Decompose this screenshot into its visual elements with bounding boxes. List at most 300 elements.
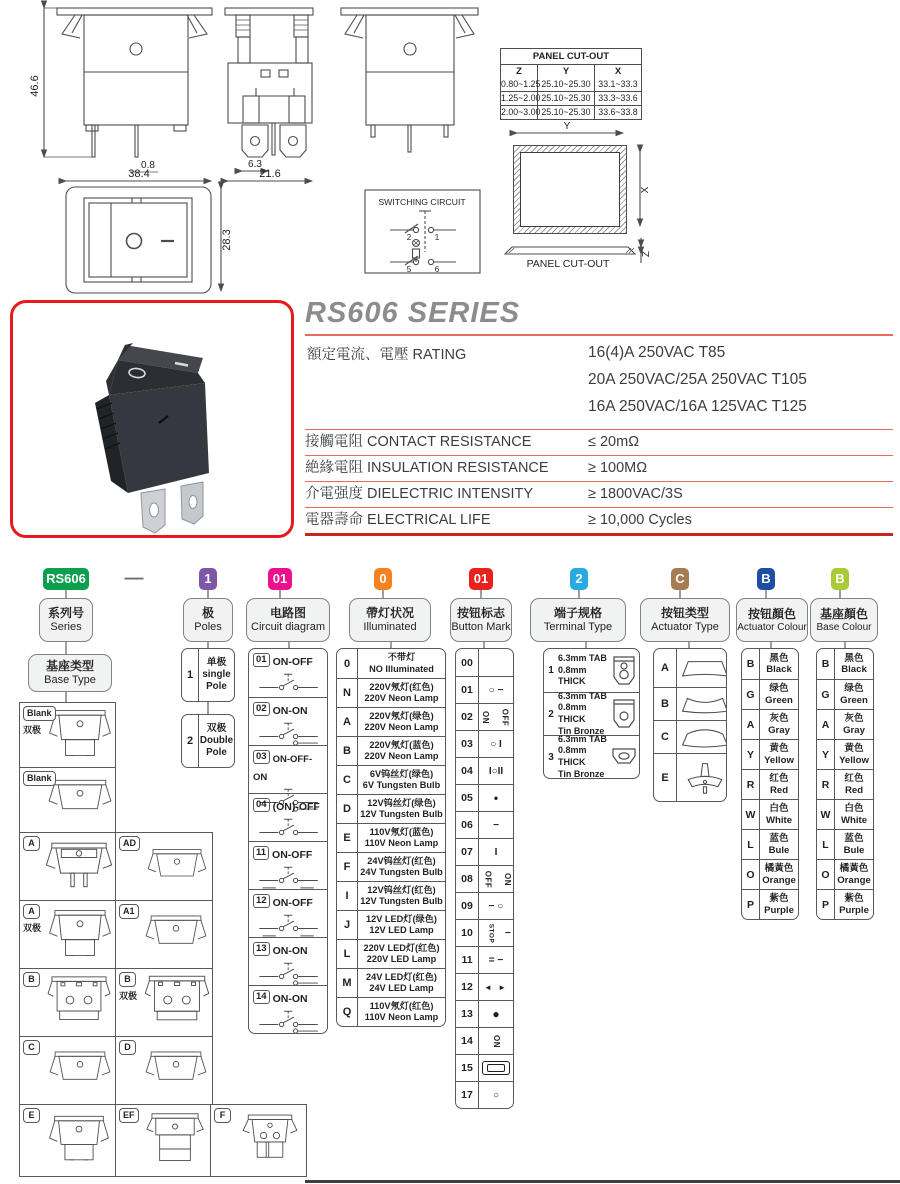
colour-en: Yellow (839, 754, 869, 766)
colour-en: Black (841, 664, 867, 675)
colour-text (760, 800, 798, 829)
circuit-label: ON-OFF (272, 849, 313, 861)
colour-row (742, 889, 798, 919)
colour-cn: 紫色 (769, 893, 789, 904)
dim-depth-label: 21.6 (259, 168, 281, 180)
illuminated-row (337, 968, 445, 997)
terminal-icon (611, 740, 637, 774)
mark-symbol: ○ (492, 1089, 500, 1101)
illuminated-en: 12V Tungsten Bulb (360, 896, 443, 906)
connector-line (65, 692, 67, 702)
colour-cn: 红色 (769, 773, 789, 784)
mark-code: 06 (456, 812, 479, 838)
ratings-row-cn: 接觸電阻 (305, 434, 363, 450)
circuit-terminal-6: 6 (434, 265, 440, 274)
base-type-tag: A (23, 836, 40, 851)
illuminated-cn: 110V氖灯(红色) (369, 1000, 434, 1011)
circuit-code: 12 (253, 894, 270, 908)
illuminated-code: L (337, 940, 358, 968)
header-cn: 基座顏色 (819, 606, 868, 621)
ratings-row (305, 430, 893, 455)
colour-code: P (742, 890, 760, 919)
base-type-tag: A1 (119, 904, 139, 919)
terminal-icon (611, 654, 637, 688)
colour-row (817, 709, 873, 739)
order-badge-act-colour: B (757, 568, 775, 590)
rating-value-1: 16(4)A 250VAC T85 (588, 344, 726, 361)
colour-text (835, 860, 873, 889)
colour-en: Bule (843, 844, 865, 856)
order-badge-illuminated: 0 (374, 568, 392, 590)
colour-text (835, 680, 873, 709)
illuminated-code: Q (337, 998, 358, 1026)
rating-value-3: 16A 250VAC/16A 125VAC T125 (588, 398, 807, 415)
connector-line (382, 590, 384, 598)
colour-code: O (817, 860, 835, 889)
circuit-row (249, 745, 327, 793)
colour-text (760, 740, 798, 769)
base-type-cell (19, 832, 116, 901)
connector-line (207, 590, 209, 598)
base-type-note: 双极 (119, 991, 138, 1001)
mark-code: 13 (456, 1001, 479, 1027)
base-type-drawing (47, 1108, 111, 1172)
illuminated-table (336, 648, 446, 1027)
connector-line (765, 590, 767, 598)
circuit-terminal-5: 5 (406, 265, 412, 274)
mark-code: 14 (456, 1028, 479, 1054)
ratings-row-value: ≥ 1800VAC/3S (588, 486, 683, 502)
colour-text (760, 649, 798, 679)
connector-frame-icon (482, 1061, 510, 1075)
colour-text (835, 770, 873, 799)
colour-row (742, 859, 798, 889)
button-mark-row (456, 973, 513, 1000)
cell-z: 0.80~1.25 (501, 79, 541, 89)
illuminated-en: 12V Tungsten Bulb (360, 809, 443, 819)
colour-code: Y (817, 740, 835, 769)
order-badge-terminal: 2 (570, 568, 588, 590)
poles-en2: Pole (206, 747, 227, 759)
header-cn: 帶灯状况 (365, 605, 414, 620)
base-type-tag: A (23, 904, 40, 919)
product-photo-frame (10, 300, 294, 538)
header-en: Terminal Type (543, 620, 613, 633)
circuit-row (249, 793, 327, 841)
page-title: RS606 SERIES (305, 297, 521, 329)
colour-cn: 绿色 (769, 683, 789, 694)
dim-x-label: X (640, 186, 651, 194)
mark-symbol: ○ − (488, 684, 504, 696)
mark-code: 07 (456, 839, 479, 865)
colour-cn: 黄色 (844, 743, 864, 754)
mark-code: 10 (456, 920, 479, 946)
illuminated-cn: 不带灯 (387, 652, 416, 663)
actuator-icon (677, 724, 727, 750)
ratings-row-cn: 電器壽命 (305, 512, 363, 528)
colour-row (742, 769, 798, 799)
illuminated-row (337, 881, 445, 910)
button-mark-row (456, 703, 513, 730)
illuminated-text (358, 882, 445, 910)
colour-text (760, 890, 798, 919)
colour-en: White (765, 814, 793, 826)
column-header-series (39, 598, 93, 642)
dim-front-height-label: 28.3 (221, 229, 233, 251)
colour-cn: 白色 (769, 803, 789, 814)
colour-en: Yellow (764, 754, 794, 766)
colour-en: Green (840, 694, 868, 706)
colour-text (835, 830, 873, 859)
colour-row (742, 679, 798, 709)
colour-code: B (817, 649, 835, 679)
poles-code: 2 (182, 715, 199, 767)
rating-label-en: RATING (412, 347, 467, 363)
colour-row (817, 829, 873, 859)
column-header-poles (183, 598, 233, 642)
circuit-label: ON-OFF (272, 897, 313, 909)
circuit-terminal-2: 2 (406, 233, 412, 242)
terminal-row (544, 692, 639, 735)
illuminated-row (337, 997, 445, 1026)
order-badge-button: 01 (469, 568, 493, 590)
actuator-code: B (654, 688, 677, 720)
base-type-drawing (144, 970, 210, 1034)
illuminated-row (337, 823, 445, 852)
poles-en1: Double (199, 734, 234, 746)
button-mark-row (456, 865, 513, 892)
mark-code: 01 (456, 677, 479, 703)
colour-code: L (742, 830, 760, 859)
illuminated-code: I (337, 882, 358, 910)
base-type-tag: F (214, 1108, 231, 1123)
colour-text (760, 710, 798, 739)
order-badge-series: RS606 (43, 568, 89, 590)
illuminated-row (337, 794, 445, 823)
circuit-symbol (253, 912, 325, 940)
illuminated-text (358, 795, 445, 823)
col-header-y: Y (538, 65, 595, 78)
button-mark-row (456, 784, 513, 811)
column-header-circuit (246, 598, 330, 642)
poles-cn: 双极 (206, 722, 227, 734)
base-type-drawing (144, 906, 208, 962)
connector-line (65, 590, 67, 598)
terminal-code: 1 (548, 665, 554, 676)
page-bottom-rule (305, 1180, 900, 1183)
mark-symbol: ON (491, 1034, 501, 1048)
mark-symbol: ◄ ► (483, 982, 509, 992)
connector-line (679, 590, 681, 598)
connector-line (65, 642, 67, 654)
illuminated-cn: 6V钨丝灯(绿色) (369, 768, 434, 779)
illuminated-row (337, 939, 445, 968)
colour-code: G (817, 680, 835, 709)
colour-cn: 紫色 (844, 893, 864, 904)
illuminated-row (337, 736, 445, 765)
illuminated-code: C (337, 766, 358, 794)
circuit-label: ON-ON (272, 993, 308, 1005)
header-en: Base Colour (816, 621, 872, 633)
mark-code: 09 (456, 893, 479, 919)
circuit-row (249, 697, 327, 745)
base-type-drawing (47, 770, 113, 828)
cell-z: 1.25~2.00 (501, 93, 541, 103)
base-type-drawing (238, 1107, 302, 1173)
colour-en: Red (769, 784, 789, 796)
circuit-diagram-table (248, 648, 328, 1034)
base-type-tag: EF (119, 1108, 139, 1123)
illuminated-text (358, 911, 445, 939)
base-colour-table (816, 648, 874, 920)
connector-line (839, 590, 841, 598)
colour-row (817, 889, 873, 919)
colour-code: A (817, 710, 835, 739)
ratings-row-en: INSULATION RESISTANCE (367, 460, 549, 476)
illuminated-cn: 12V钨丝灯(红色) (367, 884, 436, 895)
actuator-icon (677, 759, 727, 797)
mark-code: 08 (456, 866, 479, 892)
terminal-text: 6.3mm TAB 0.8mm THICK Tin Bronze (558, 690, 607, 736)
base-type-drawing (47, 705, 113, 765)
colour-text (760, 770, 798, 799)
illuminated-row (337, 910, 445, 939)
ratings-row (305, 507, 893, 533)
colour-cn: 蓝色 (769, 833, 789, 844)
base-type-note: 双极 (23, 725, 42, 735)
base-type-cell (19, 1036, 116, 1105)
base-type-drawing (47, 904, 113, 966)
terminal-row (544, 735, 639, 778)
illuminated-en: 6V Tungsten Bulb (362, 780, 441, 790)
illuminated-row (337, 852, 445, 881)
poles-en1: single (202, 668, 231, 680)
circuit-code: 14 (253, 990, 270, 1004)
base-type-cell (115, 900, 213, 969)
colour-cn: 蓝色 (844, 833, 864, 844)
actuator-row (654, 753, 726, 801)
colour-en: Gray (843, 724, 865, 736)
button-mark-row (456, 946, 513, 973)
dim-z-label: Z (641, 250, 652, 258)
header-cn: 极 (201, 605, 214, 620)
base-type-tag: B (119, 972, 136, 987)
poles-text (199, 715, 234, 767)
circuit-row (249, 985, 327, 1033)
mark-code: 04 (456, 758, 479, 784)
poles-cn: 单极 (206, 656, 227, 668)
base-type-tag: E (23, 1108, 40, 1123)
colour-en: Bule (768, 844, 790, 856)
mark-symbol: − ○ (488, 900, 504, 912)
header-en: Circuit diagram (251, 620, 325, 633)
colour-code: O (742, 860, 760, 889)
illuminated-en: NO Illuminated (369, 663, 434, 674)
colour-text (835, 800, 873, 829)
illuminated-cn: 220V氖灯(绿色) (369, 710, 434, 721)
terminal-row (544, 649, 639, 692)
colour-cn: 黑色 (844, 652, 864, 664)
mark-symbol: ON OFF (481, 708, 510, 726)
base-type-cell (19, 702, 116, 768)
ratings-row-cn: 絶緣電阻 (305, 460, 363, 476)
circuit-terminal-1: 1 (434, 233, 440, 242)
order-badge-base-colour: B (831, 568, 849, 590)
connector-line (207, 702, 209, 714)
colour-text (760, 860, 798, 889)
illuminated-en: 220V LED Lamp (366, 954, 437, 964)
table-row (501, 78, 641, 91)
mark-symbol (479, 1055, 513, 1081)
mark-code: 12 (456, 974, 479, 1000)
table-row (501, 91, 641, 105)
button-mark-row (456, 676, 513, 703)
connector-line (279, 590, 281, 598)
illuminated-en: 110V Neon Lamp (364, 1012, 439, 1022)
mark-symbol: OFF ON (483, 870, 512, 888)
colour-row (817, 799, 873, 829)
circuit-row (249, 937, 327, 985)
base-type-tag: D (119, 1040, 136, 1055)
ratings-row-en: CONTACT RESISTANCE (367, 434, 532, 450)
circuit-symbol (253, 1008, 325, 1034)
rating-value-2: 20A 250VAC/25A 250VAC T105 (588, 371, 807, 388)
button-mark-row (456, 919, 513, 946)
mark-symbol: ○ I (490, 738, 502, 750)
illuminated-cn: 24V钨丝灯(红色) (367, 855, 436, 866)
colour-row (817, 739, 873, 769)
illuminated-text (358, 940, 445, 968)
circuit-label: ON-ON (272, 945, 308, 957)
order-badge-actuator: C (671, 568, 689, 590)
illuminated-row (337, 678, 445, 707)
header-en: Poles (194, 620, 222, 633)
cutout-caption: PANEL CUT-OUT (526, 258, 610, 270)
button-mark-row (456, 892, 513, 919)
base-type-drawing (45, 836, 113, 898)
header-en: Actuator Colour (737, 621, 807, 633)
label-en: Base Type (44, 673, 96, 686)
col-header-z: Z (501, 65, 538, 78)
illuminated-en: 24V LED Lamp (369, 983, 434, 993)
table-row (501, 105, 641, 119)
header-en: Illuminated (363, 620, 417, 633)
base-type-drawing (48, 1042, 112, 1098)
colour-cn: 灰色 (769, 713, 789, 724)
illuminated-code: 0 (337, 649, 358, 678)
cell-y: 25.10~25.30 (538, 78, 595, 91)
illuminated-code: D (337, 795, 358, 823)
terminal-type-table (543, 648, 640, 779)
actuator-icon (677, 691, 727, 717)
circuit-label: ON-ON (272, 705, 308, 717)
colour-en: Green (765, 694, 793, 706)
header-cn: 端子规格 (553, 605, 602, 620)
panel-cutout-table (500, 48, 642, 120)
base-type-drawing (46, 973, 112, 1031)
colour-en: Orange (762, 874, 796, 886)
cell-x: 33.6~33.8 (598, 107, 638, 117)
circuit-code: 11 (253, 846, 269, 860)
base-type-tag: C (23, 1040, 40, 1055)
colour-text (760, 680, 798, 709)
mark-symbol (479, 649, 513, 676)
order-badge-circuit: 01 (268, 568, 292, 590)
header-cn: 按钮类型 (660, 605, 709, 620)
base-type-cell (115, 1036, 213, 1105)
circuit-symbol (253, 720, 325, 748)
panel-cutout-table-title: PANEL CUT-OUT (501, 49, 641, 65)
base-type-label (28, 654, 112, 692)
panel-cutout-rows (501, 78, 641, 119)
illuminated-text (358, 998, 445, 1026)
mark-code: 15 (456, 1055, 479, 1081)
illuminated-code: M (337, 969, 358, 997)
colour-code: P (817, 890, 835, 919)
button-mark-table (455, 648, 514, 1109)
ratings-row-en: DIELECTRIC INTENSITY (367, 486, 533, 502)
circuit-code: 02 (253, 702, 270, 716)
base-type-tag: Blank (23, 706, 56, 721)
actuator-code: E (654, 754, 677, 801)
colour-text (835, 890, 873, 919)
colour-row (742, 799, 798, 829)
colour-text (835, 710, 873, 739)
terminal-text: 6.3mm TAB 0.8mm THICK (558, 652, 607, 687)
mark-code: 00 (456, 649, 479, 676)
colour-row (817, 649, 873, 679)
connector-line (578, 590, 580, 598)
colour-row (817, 859, 873, 889)
mark-symbol: I○II (488, 765, 504, 777)
actuator-colour-table (741, 648, 799, 920)
illuminated-cn: 24V LED灯(红色) (366, 971, 437, 982)
mark-code: 05 (456, 785, 479, 811)
column-header-terminal (530, 598, 626, 642)
illuminated-text (358, 969, 445, 997)
actuator-row (654, 720, 726, 753)
terminal-text: 6.3mm TAB 0.8mm THICK Tin Bronze (558, 733, 607, 779)
ratings-row (305, 481, 893, 507)
colour-cn: 红色 (844, 773, 864, 784)
cell-z: 2.00~3.00 (501, 107, 541, 117)
poles-en2: Pole (206, 681, 227, 693)
base-type-drawing (146, 840, 208, 894)
illuminated-cn: 220V氖灯(红色) (369, 681, 434, 692)
rocker-switch-photo (13, 303, 291, 535)
column-header-act-colour (736, 598, 808, 642)
cell-x: 33.1~33.3 (598, 79, 638, 89)
colour-cn: 绿色 (844, 683, 864, 694)
order-code-separator: — (124, 568, 144, 589)
illuminated-code: A (337, 708, 358, 736)
circuit-symbol (253, 671, 325, 699)
colour-en: Gray (768, 724, 790, 736)
header-en: Button Mark (451, 620, 511, 633)
circuit-code: 13 (253, 942, 270, 956)
actuator-row (654, 649, 726, 687)
colour-code: G (742, 680, 760, 709)
header-cn: 系列号 (47, 605, 84, 620)
illuminated-en: 220V Neon Lamp (364, 751, 439, 761)
terminal-code: 3 (548, 751, 554, 763)
terminal-icon (611, 697, 637, 731)
colour-en: Red (844, 784, 864, 796)
switching-circuit-title: SWITCHING CIRCUIT (378, 197, 466, 207)
mark-code: 03 (456, 731, 479, 757)
column-header-base-colour (810, 598, 878, 642)
circuit-row (249, 889, 327, 937)
